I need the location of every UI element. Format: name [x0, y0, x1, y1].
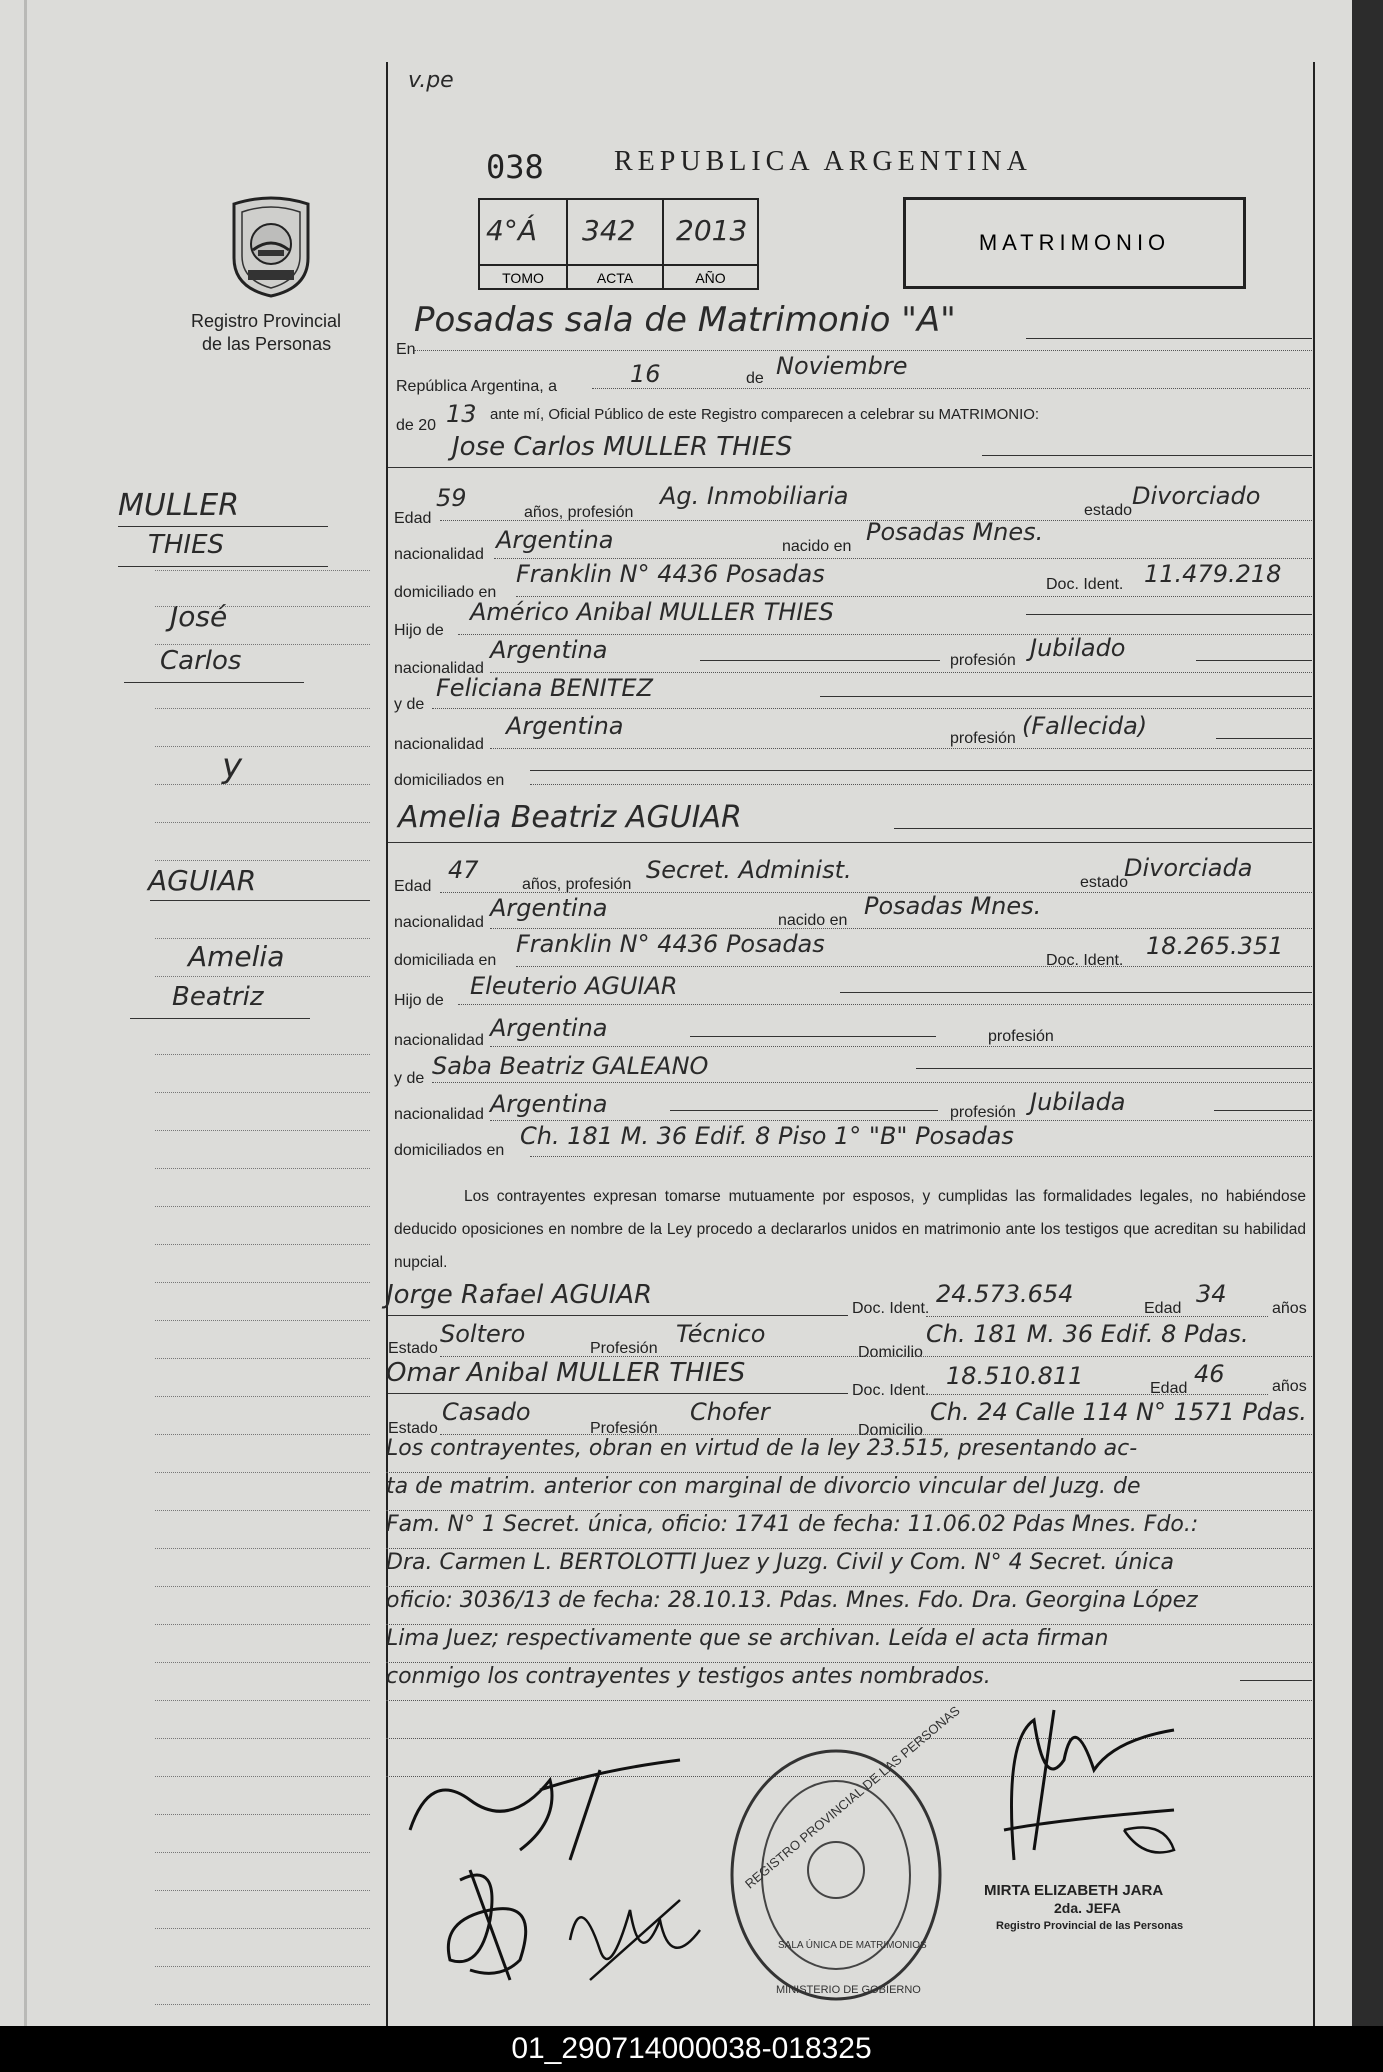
- groom-name: Jose Carlos MULLER THIES: [452, 432, 793, 462]
- ceremony-day: 16: [630, 360, 661, 388]
- tomo-value: 4°Á: [486, 214, 537, 247]
- anio-value: 2013: [676, 214, 748, 247]
- note-line-3: Fam. N° 1 Secret. única, oficio: 1741 de fecha: 11.06.02 Pdas Mnes. Fdo.:: [386, 1512, 1199, 1537]
- witness1-estado: Soltero: [440, 1320, 526, 1348]
- groom-estado-label: estado: [1084, 502, 1133, 519]
- groom-yde-label: y de: [394, 696, 425, 713]
- bride-hijo-label: Hijo de: [394, 992, 444, 1009]
- bride-nacionalidad-label: nacionalidad: [394, 914, 484, 931]
- witness2-edad-label: Edad: [1150, 1380, 1188, 1397]
- witness2-prof-label: Profesión: [590, 1420, 658, 1437]
- official-name: MIRTA ELIZABETH JARA: [984, 1882, 1164, 1899]
- image-code-footer: 01_290714000038-018325: [0, 2026, 1383, 2072]
- officer-text: ante mí, Oficial Público de este Registro comparecen a celebrar su MATRIMONIO:: [490, 406, 1040, 423]
- province-seal-icon: [228, 196, 314, 298]
- book-edge: [1352, 0, 1383, 2026]
- official-title: 2da. JEFA: [1054, 1900, 1121, 1916]
- groom-mother-nac-label: nacionalidad: [394, 736, 484, 753]
- margin-groom-surname-2: THIES: [148, 530, 225, 560]
- signature-bride: [430, 1860, 570, 1990]
- margin-conj: y: [222, 746, 243, 786]
- witness2-estado: Casado: [442, 1398, 531, 1426]
- margin-groom-first-2: Carlos: [160, 646, 242, 676]
- anio-label: AÑO: [664, 264, 757, 290]
- country-title: REPUBLICA ARGENTINA: [614, 146, 1032, 177]
- margin-bride-surname: AGUIAR: [148, 864, 257, 897]
- groom-nacido-label: nacido en: [782, 538, 852, 555]
- acta-label: ACTA: [568, 264, 664, 290]
- groom-domiciliados-label: domiciliados en: [394, 772, 505, 789]
- en-label: En: [396, 341, 416, 358]
- acta-value: 342: [582, 214, 636, 247]
- witness1-edad-label: Edad: [1144, 1300, 1182, 1317]
- margin-bride-first-1: Amelia: [188, 940, 285, 973]
- margin-groom-surname-1: MULLER: [118, 488, 240, 523]
- witness1-age: 34: [1196, 1280, 1227, 1308]
- signature-official: [974, 1700, 1194, 1870]
- bride-parents-domicilio: Ch. 181 M. 36 Edif. 8 Piso 1° "B" Posadas: [520, 1122, 1014, 1150]
- stamp-inner-text: SALA ÚNICA DE MATRIMONIOS: [778, 1940, 927, 1951]
- groom-mother-nac: Argentina: [506, 712, 624, 740]
- bride-nacionalidad: Argentina: [490, 894, 608, 922]
- bride-estado-label: estado: [1080, 874, 1129, 891]
- groom-father-nac-label: nacionalidad: [394, 660, 484, 677]
- tomo-acta-anio-box: [478, 198, 759, 290]
- groom-estado: Divorciado: [1132, 482, 1261, 510]
- bride-mother-prof: Jubilada: [1030, 1088, 1126, 1116]
- groom-doc-label: Doc. Ident.: [1046, 576, 1124, 593]
- witness1-dom: Ch. 181 M. 36 Edif. 8 Pdas.: [926, 1320, 1249, 1348]
- note-line-5: oficio: 3036/13 de fecha: 28.10.13. Pdas. Mnes. Fdo. Dra. Georgina López: [386, 1588, 1198, 1613]
- witness1-dom-label: Domicilio: [858, 1344, 923, 1361]
- groom-mother-prof-label: profesión: [950, 730, 1016, 747]
- witness2-dom-label: Domicilio: [858, 1422, 923, 1439]
- groom-father-prof: Jubilado: [1030, 634, 1126, 662]
- witness1-name: Jorge Rafael AGUIAR: [386, 1280, 653, 1310]
- bride-mother-prof-label: profesión: [950, 1104, 1016, 1121]
- witness1-prof-label: Profesión: [590, 1340, 658, 1357]
- note-line-1: Los contrayentes, obran en virtud de la ley 23.515, presentando ac-: [386, 1436, 1138, 1461]
- ceremony-place: Posadas sala de Matrimonio "A": [414, 300, 956, 340]
- groom-nacionalidad-label: nacionalidad: [394, 546, 484, 563]
- witness2-age: 46: [1194, 1360, 1225, 1388]
- corner-note: v.pe: [408, 68, 454, 93]
- witness2-doc-label: Doc. Ident.: [852, 1382, 930, 1399]
- bride-doc-label: Doc. Ident.: [1046, 952, 1124, 969]
- signature-witness: [560, 1880, 710, 1990]
- witness1-doc: 24.573.654: [936, 1280, 1074, 1308]
- bride-edad-label: Edad: [394, 878, 432, 895]
- groom-father-prof-label: profesión: [950, 652, 1016, 669]
- registry-name-line1: Registro Provincial: [191, 311, 342, 331]
- groom-profession: Ag. Inmobiliaria: [660, 482, 849, 510]
- bride-father-nac: Argentina: [490, 1014, 608, 1042]
- bride-father-prof-label: profesión: [988, 1028, 1054, 1045]
- bride-profession: Secret. Administ.: [646, 856, 852, 884]
- bride-domiciliados-label: domiciliados en: [394, 1142, 505, 1159]
- witness2-anios-label: años: [1272, 1378, 1307, 1395]
- groom-domiciliado-label: domiciliado en: [394, 584, 497, 601]
- bride-doc: 18.265.351: [1146, 932, 1284, 960]
- de-label: de: [746, 370, 764, 387]
- groom-nacido: Posadas Mnes.: [866, 518, 1044, 546]
- bride-name: Amelia Beatriz AGUIAR: [398, 800, 742, 835]
- witness2-name: Omar Anibal MULLER THIES: [386, 1358, 746, 1388]
- note-line-4: Dra. Carmen L. BERTOLOTTI Juez y Juzg. Civil y Com. N° 4 Secret. única: [386, 1550, 1174, 1575]
- record-type-box: MATRIMONIO: [903, 197, 1246, 289]
- groom-father: Américo Anibal MULLER THIES: [470, 598, 834, 626]
- margin-bride-first-2: Beatriz: [172, 982, 264, 1012]
- witness2-doc: 18.510.811: [946, 1362, 1084, 1390]
- bride-anios-profesion-label: años, profesión: [522, 876, 632, 893]
- bride-nacido: Posadas Mnes.: [864, 892, 1042, 920]
- groom-father-nac: Argentina: [490, 636, 608, 664]
- witness2-estado-label: Estado: [388, 1420, 438, 1437]
- bride-father-nac-label: nacionalidad: [394, 1032, 484, 1049]
- groom-mother-prof: (Fallecida): [1022, 712, 1148, 740]
- stamp-ring-text: REGISTRO PROVINCIAL DE LAS PERSONAS: [742, 1702, 963, 1892]
- republic-label: República Argentina, a: [396, 378, 557, 395]
- binding-edge: [24, 0, 27, 2026]
- groom-nacionalidad: Argentina: [496, 526, 614, 554]
- witness2-dom: Ch. 24 Calle 114 N° 1571 Pdas.: [930, 1398, 1307, 1426]
- groom-mother: Feliciana BENITEZ: [436, 674, 653, 702]
- witness1-prof: Técnico: [676, 1320, 766, 1348]
- ceremony-month: Noviembre: [776, 352, 908, 380]
- margin-groom-first-1: José: [170, 600, 228, 633]
- bride-father: Eleuterio AGUIAR: [470, 972, 678, 1000]
- year-prefix: de 20: [396, 417, 437, 434]
- note-line-7: conmigo los contrayentes y testigos antes nombrados.: [386, 1664, 991, 1689]
- note-line-6: Lima Juez; respectivamente que se archivan. Leída el acta firman: [386, 1626, 1109, 1651]
- witness1-anios-label: años: [1272, 1300, 1307, 1317]
- tomo-label: TOMO: [480, 264, 568, 290]
- stamp-bottom-text: MINISTERIO DE GOBIERNO: [776, 1984, 921, 1996]
- groom-age: 59: [436, 484, 467, 512]
- right-frame-line: [1313, 62, 1315, 2026]
- declaration-text: Los contrayentes expresan tomarse mutuamente por esposos, y cumplidas las formalidades legales, no habiéndose deducido oposiciones en nombre de la Ley procedo a declararlos unidos en matrimonio ante los testigos que acreditan su habilidad nupcial.: [394, 1188, 1306, 1271]
- bride-mother-nac-label: nacionalidad: [394, 1106, 484, 1123]
- bride-nacido-label: nacido en: [778, 912, 848, 929]
- bride-estado: Divorciada: [1124, 854, 1253, 882]
- record-number: 038: [486, 148, 544, 186]
- witness1-doc-label: Doc. Ident.: [852, 1300, 930, 1317]
- signature-groom: [400, 1740, 700, 1870]
- bride-mother: Saba Beatriz GALEANO: [432, 1052, 709, 1080]
- bride-mother-nac: Argentina: [490, 1090, 608, 1118]
- witness1-estado-label: Estado: [388, 1340, 438, 1357]
- groom-edad-label: Edad: [394, 510, 432, 527]
- groom-domicilio: Franklin N° 4436 Posadas: [516, 560, 825, 588]
- registry-name-line2: de las Personas: [202, 334, 332, 354]
- margin-divider: [386, 62, 388, 2026]
- witness2-prof: Chofer: [690, 1398, 770, 1426]
- official-office: Registro Provincial de las Personas: [996, 1920, 1184, 1932]
- year-suffix: 13: [446, 400, 477, 428]
- groom-anios-profesion-label: años, profesión: [524, 504, 634, 521]
- groom-hijo-label: Hijo de: [394, 622, 444, 639]
- note-line-2: ta de matrim. anterior con marginal de divorcio vincular del Juzg. de: [386, 1474, 1141, 1499]
- bride-domiciliada-label: domiciliada en: [394, 952, 497, 969]
- bride-age: 47: [448, 856, 479, 884]
- groom-doc: 11.479.218: [1144, 560, 1282, 588]
- bride-domicilio: Franklin N° 4436 Posadas: [516, 930, 825, 958]
- bride-yde-label: y de: [394, 1070, 425, 1087]
